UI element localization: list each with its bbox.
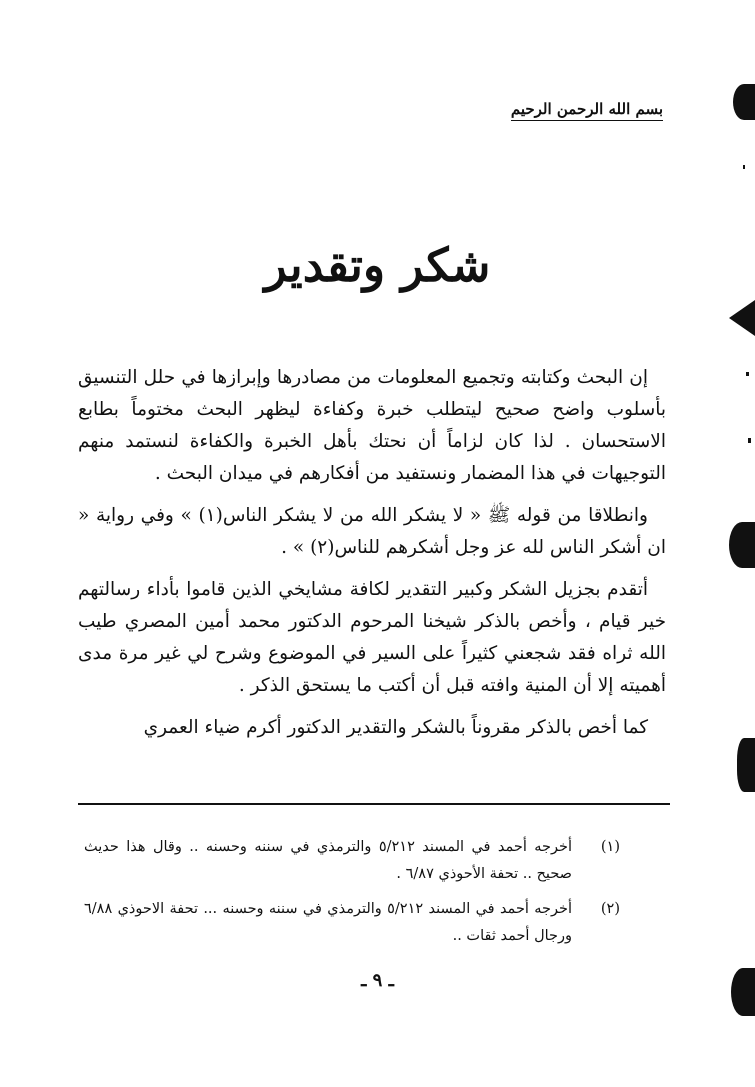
footnote-text: أخرجه أحمد في المسند ٥/٢١٢ والترمذي في سننه وحسنه ... تحفة الاحوذي ٦/٨٨ ورجال أحمد ثقات .. [84, 901, 572, 944]
scan-mark [737, 738, 755, 792]
footnote-text: أخرجه أحمد في المسند ٥/٢١٢ والترمذي في سننه وحسنه .. وقال هذا حديث صحيح .. تحفة الأحوذي ٦/٨٧ . [84, 839, 573, 882]
scan-mark [731, 968, 755, 1016]
scan-mark [733, 84, 755, 120]
page-title: شكر وتقدير [264, 238, 491, 292]
paragraph: وانطلاقا من قوله ﷺ « لا يشكر الله من لا يشكر الناس(١) » وفي رواية « ان أشكر الناس لله عز وجل أشكرهم للناس(٢) » . [78, 505, 666, 558]
footnote-number: (١) [600, 839, 620, 855]
footnote [84, 896, 620, 950]
scan-mark [743, 165, 745, 169]
footnote-number: (٢) [600, 901, 620, 917]
scan-mark [729, 522, 755, 568]
body-text [78, 362, 666, 744]
scan-mark [748, 438, 751, 443]
paragraph: كما أخص بالذكر مقروناً بالشكر والتقدير الدكتور أكرم ضياء العمري [143, 717, 648, 738]
footnote [84, 834, 620, 888]
paragraph: أتقدم بجزيل الشكر وكبير التقدير لكافة مشايخي الذين قاموا بأداء رسالتهم خير قيام ، وأخص بالذكر شيخنا المرحوم الدكتور محمد أمين المصري طيب الله ثراه فقد شجعني كثيراً على السير في الموضوع وشرح لي غير مرة مدى أهميته إلا أن المنية وافته قبل أن أكتب ما يستحق الذكر . [78, 579, 666, 696]
footnote-divider [78, 803, 670, 805]
footnotes [84, 834, 620, 950]
paragraph: إن البحث وكتابته وتجميع المعلومات من مصادرها وإبرازها في حلل التنسيق بأسلوب واضح صحيح ليتطلب خبرة وكفاءة ليظهر البحث مختوماً بطابع الاستحسان . لذا كان لزاماً أن نحتك بأهل الخبرة والكفاءة لنستمد منهم التوجيهات في هذا المضمار ونستفيد من أفكارهم في ميدان البحث . [78, 367, 666, 484]
page-number: ـ ٩ ـ [361, 970, 394, 991]
scan-mark [729, 300, 755, 336]
scan-mark [746, 372, 749, 376]
basmala-header: بسم الله الرحمن الرحيم [511, 100, 663, 121]
